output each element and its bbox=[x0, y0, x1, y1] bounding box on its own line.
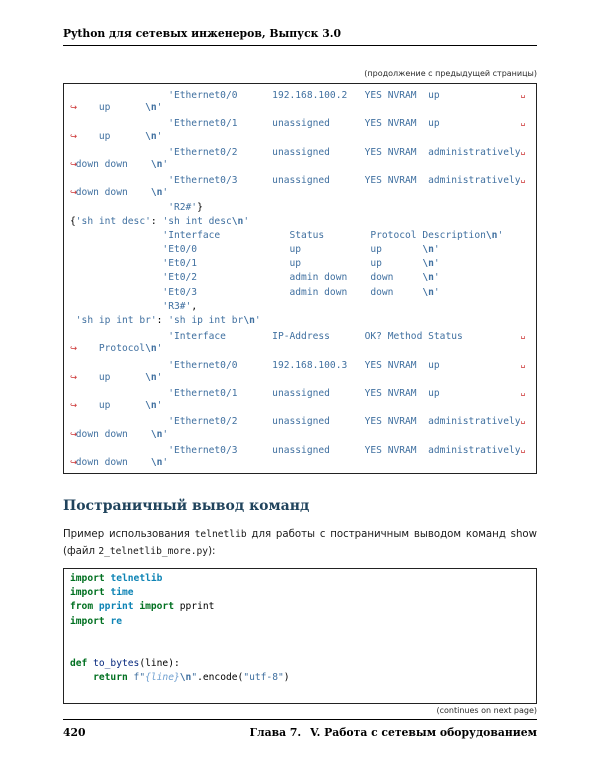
code-line: ↪down down \n' bbox=[70, 158, 530, 172]
line-wrap-hook-icon: ↪ bbox=[70, 429, 78, 440]
line-wrap-hook-icon: ↪ bbox=[70, 103, 78, 114]
code-line: ↪ up \n' bbox=[70, 101, 530, 115]
line-wrap-hook-icon: ↪ bbox=[70, 401, 78, 412]
inline-code: telnetlib bbox=[194, 529, 247, 541]
continuation-from-previous-note: (продолжение с предыдущей страницы) bbox=[364, 69, 537, 78]
paragraph-text: ): bbox=[208, 545, 216, 557]
paragraph-text: для работы с постраничным выводом команд show (файл bbox=[63, 529, 537, 557]
code-line: ↪ up \n' bbox=[70, 371, 530, 385]
code-line: {'sh int desc': 'sh int desc\n' bbox=[70, 215, 250, 227]
code-line: import time bbox=[70, 587, 134, 599]
line-break-space-icon: ␣ bbox=[520, 386, 526, 396]
line-break-space-icon: ␣ bbox=[520, 443, 526, 453]
line-break-space-icon: ␣ bbox=[520, 174, 526, 184]
code-line bbox=[70, 686, 530, 700]
code-line: 'Ethernet0/2 unassigned YES NVRAM administratively␣ bbox=[168, 145, 526, 158]
section-paragraph bbox=[63, 527, 537, 560]
code-line: 'Ethernet0/1 unassigned YES NVRAM up ␣ bbox=[168, 386, 526, 399]
code-line: ↪ Protocol\n' bbox=[70, 342, 530, 356]
code-line: 'Ethernet0/3 unassigned YES NVRAM administratively␣ bbox=[168, 443, 526, 456]
code-line: def to_bytes(line): bbox=[70, 658, 180, 670]
code-line bbox=[70, 643, 530, 657]
line-break-space-icon: ␣ bbox=[520, 145, 526, 155]
code-line: 'Et0/3 admin down down \n' bbox=[162, 286, 440, 298]
line-wrap-hook-icon: ↪ bbox=[70, 159, 78, 170]
page-header bbox=[63, 0, 537, 46]
code-line bbox=[70, 629, 530, 643]
line-wrap-hook-icon: ↪ bbox=[70, 188, 78, 199]
code-line: 'R3#', bbox=[162, 300, 198, 312]
section-heading: Постраничный вывод команд bbox=[63, 498, 310, 515]
python-code-block bbox=[63, 568, 537, 704]
page-footer bbox=[63, 719, 537, 739]
code-line: 'Ethernet0/3 unassigned YES NVRAM administratively␣ bbox=[168, 174, 526, 187]
line-break-space-icon: ␣ bbox=[520, 117, 526, 127]
page-number: 420 bbox=[63, 726, 86, 739]
code-line: ↪down down \n' bbox=[70, 186, 530, 200]
code-line: import re bbox=[70, 615, 122, 627]
code-line: ↪ up \n' bbox=[70, 399, 530, 413]
code-line: from pprint import pprint bbox=[70, 601, 215, 613]
code-line: return f"{line}\n".encode("utf-8") bbox=[93, 672, 290, 684]
chapter-reference bbox=[250, 726, 537, 739]
chapter-label: Глава 7. bbox=[249, 726, 302, 739]
code-line: 'R2#'} bbox=[168, 201, 203, 213]
line-wrap-hook-icon: ↪ bbox=[70, 131, 78, 142]
code-line: 'sh ip int br': 'sh ip int br\n' bbox=[75, 315, 261, 326]
code-line: 'Ethernet0/2 unassigned YES NVRAM administratively␣ bbox=[168, 415, 526, 428]
code-line: ↪ up \n' bbox=[70, 130, 530, 144]
terminal-output-code-block bbox=[63, 83, 537, 474]
code-line: 'Ethernet0/1 unassigned YES NVRAM up ␣ bbox=[168, 117, 526, 130]
book-title: Python для сетевых инженеров, Выпуск 3.0 bbox=[63, 27, 342, 40]
code-line: 'Ethernet0/0 192.168.100.3 YES NVRAM up ␣ bbox=[168, 358, 526, 371]
code-line: ↪down down \n' bbox=[70, 456, 530, 470]
code-line: 'Interface IP-Address OK? Method Status ␣ bbox=[168, 330, 526, 343]
code-line: 'Et0/0 up up \n' bbox=[162, 244, 440, 256]
line-wrap-hook-icon: ↪ bbox=[70, 457, 78, 468]
line-break-space-icon: ␣ bbox=[520, 358, 526, 368]
line-break-space-icon: ␣ bbox=[520, 415, 526, 425]
code-line: 'Ethernet0/0 192.168.100.2 YES NVRAM up ␣ bbox=[168, 89, 526, 101]
code-line: import telnetlib bbox=[70, 573, 163, 585]
line-break-space-icon: ␣ bbox=[520, 89, 526, 98]
code-line: 'Et0/2 admin down down \n' bbox=[162, 272, 440, 284]
line-wrap-hook-icon: ↪ bbox=[70, 344, 78, 355]
line-break-space-icon: ␣ bbox=[520, 330, 526, 340]
code-line: ↪down down \n' bbox=[70, 428, 530, 442]
inline-code: 2_telnetlib_more.py bbox=[98, 545, 209, 557]
chapter-title: V. Работа с сетевым оборудованием bbox=[310, 726, 537, 739]
line-wrap-hook-icon: ↪ bbox=[70, 372, 78, 383]
continues-on-next-page-note: (continues on next page) bbox=[436, 705, 537, 715]
paragraph-text: Пример использования bbox=[63, 529, 195, 541]
code-line: 'Et0/1 up up \n' bbox=[162, 258, 440, 270]
code-line: 'Interface Status Protocol Description\n' bbox=[162, 229, 504, 241]
